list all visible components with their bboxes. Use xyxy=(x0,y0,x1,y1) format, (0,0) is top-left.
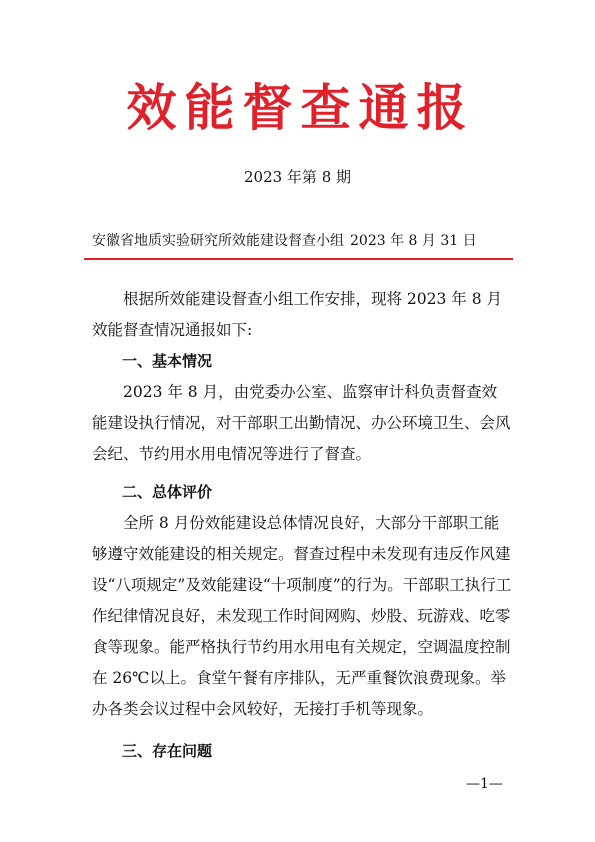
section-1-block xyxy=(92,346,512,470)
section-1-paragraph: 2023 年 8 月，由党委办公室、监察审计科负责督查效能建设执行情况，对干部职工出勤情况、办公环境卫生、会风会纪、节约用水用电情况等进行了督查。 xyxy=(92,383,511,463)
intro-paragraph-block xyxy=(92,284,512,346)
issuer-line xyxy=(92,230,512,252)
page-number: —1— xyxy=(466,776,503,792)
section-3-heading: 三、存在问题 xyxy=(122,742,213,760)
issuer-name: 安徽省地质实验研究所效能建设督查小组 xyxy=(92,233,344,249)
document-masthead: 效能督查通报 xyxy=(126,78,475,137)
section-2-heading: 二、总体评价 xyxy=(122,483,213,501)
section-3-block xyxy=(92,736,512,767)
header-divider xyxy=(84,258,513,260)
issue-date: 2023 年 8 月 31 日 xyxy=(350,233,477,249)
intro-paragraph: 根据所效能建设督查小组工作安排，现将 2023 年 8 月效能督查情况通报如下: xyxy=(92,290,503,339)
section-2-paragraph: 全所 8 月份效能建设总体情况良好，大部分干部职工能够遵守效能建设的相关规定。督查过程中未发现有违反作风建设“八项规定”及效能建设“十项制度”的行为。干部职工执行工作纪律情况良好，未发现工作时间网购、炒股、玩游戏、吃零食等现象。能严格执行节约用水用电有关规定，空调温度控制在 26℃以上。食堂午餐有序排队，无严重餐饮浪费现象。举办各类会议过程中会风较好，无接打手机等现象。 xyxy=(92,514,512,718)
section-2-block xyxy=(92,477,512,725)
issue-number: 2023 年第 8 期 xyxy=(243,168,352,186)
section-1-heading: 一、基本情况 xyxy=(122,352,213,370)
